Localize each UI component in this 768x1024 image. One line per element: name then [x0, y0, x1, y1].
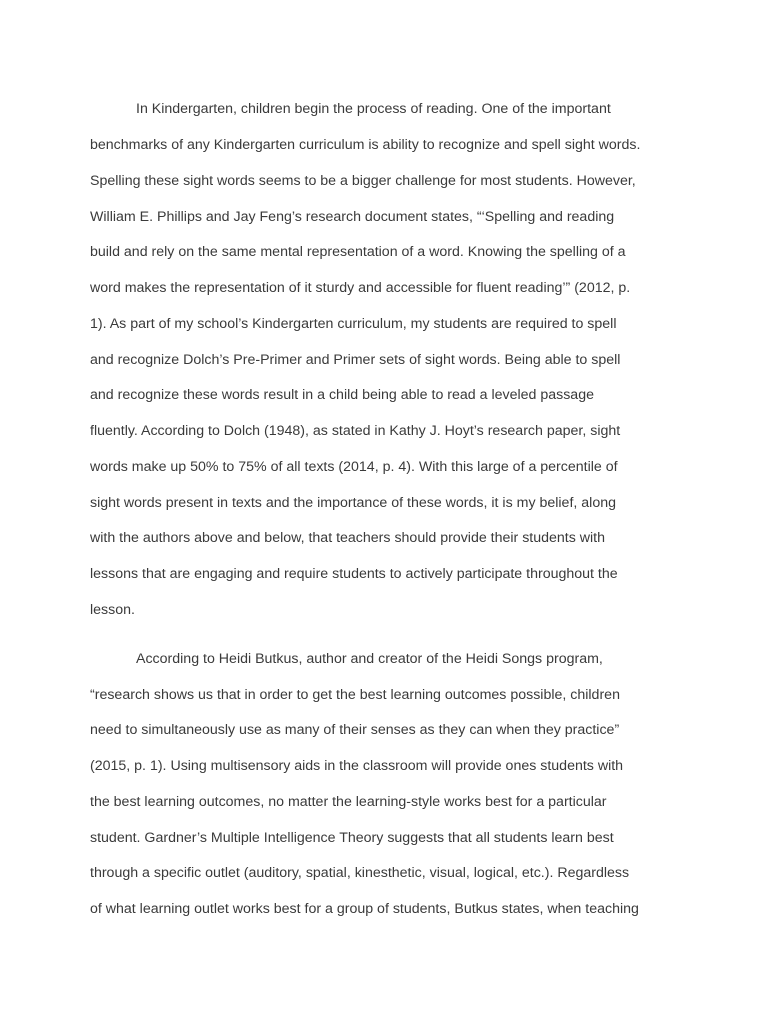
paragraph-1-line-9: and recognize these words result in a child being able to read a leveled passage: [90, 387, 594, 403]
paragraph-2-line-6: student. Gardner’s Multiple Intelligence Theory suggests that all students learn best: [90, 830, 614, 846]
paragraph-2-line-3: need to simultaneously use as many of their senses as they can when they practice”: [90, 722, 620, 738]
paragraph-1-line-1: In Kindergarten, children begin the process of reading. One of the important: [136, 101, 611, 117]
paragraph-1-line-2: benchmarks of any Kindergarten curriculum is ability to recognize and spell sight words.: [90, 137, 641, 153]
paragraph-2-line-8: of what learning outlet works best for a group of students, Butkus states, when teaching: [90, 901, 639, 917]
paragraph-2-line-7: through a specific outlet (auditory, spatial, kinesthetic, visual, logical, etc.). Regardless: [90, 865, 630, 881]
paragraph-1-line-12: sight words present in texts and the importance of these words, it is my belief, along: [90, 495, 616, 511]
paragraph-1-line-6: word makes the representation of it sturdy and accessible for fluent reading’” (2012, p.: [90, 280, 631, 296]
paragraph-1-line-11: words make up 50% to 75% of all texts (2014, p. 4). With this large of a percentile of: [90, 459, 618, 475]
paragraph-2-line-1: According to Heidi Butkus, author and creator of the Heidi Songs program,: [136, 651, 603, 667]
paragraph-2-line-2: “research shows us that in order to get the best learning outcomes possible, children: [90, 687, 620, 703]
paragraph-2-line-4: (2015, p. 1). Using multisensory aids in the classroom will provide ones students with: [90, 758, 624, 774]
paragraph-1-line-3: Spelling these sight words seems to be a bigger challenge for most students. However,: [90, 173, 636, 189]
paragraph-1-line-4: William E. Phillips and Jay Feng’s research document states, “‘Spelling and reading: [90, 209, 615, 225]
paragraph-1-line-7: 1). As part of my school’s Kindergarten curriculum, my students are required to spell: [90, 316, 617, 332]
paragraph-1-line-13: with the authors above and below, that teachers should provide their students with: [90, 530, 606, 546]
paragraph-1-line-5: build and rely on the same mental representation of a word. Knowing the spelling of a: [90, 244, 626, 260]
paragraph-1-line-10: fluently. According to Dolch (1948), as stated in Kathy J. Hoyt’s research paper, sight: [90, 423, 621, 439]
paragraph-1-line-14: lessons that are engaging and require students to actively participate throughout the: [90, 566, 618, 582]
paragraph-1-line-8: and recognize Dolch’s Pre-Primer and Primer sets of sight words. Being able to spell: [90, 352, 621, 368]
paragraph-2-line-5: the best learning outcomes, no matter the learning-style works best for a particular: [90, 794, 607, 810]
paragraph-1-line-15: lesson.: [90, 602, 135, 618]
